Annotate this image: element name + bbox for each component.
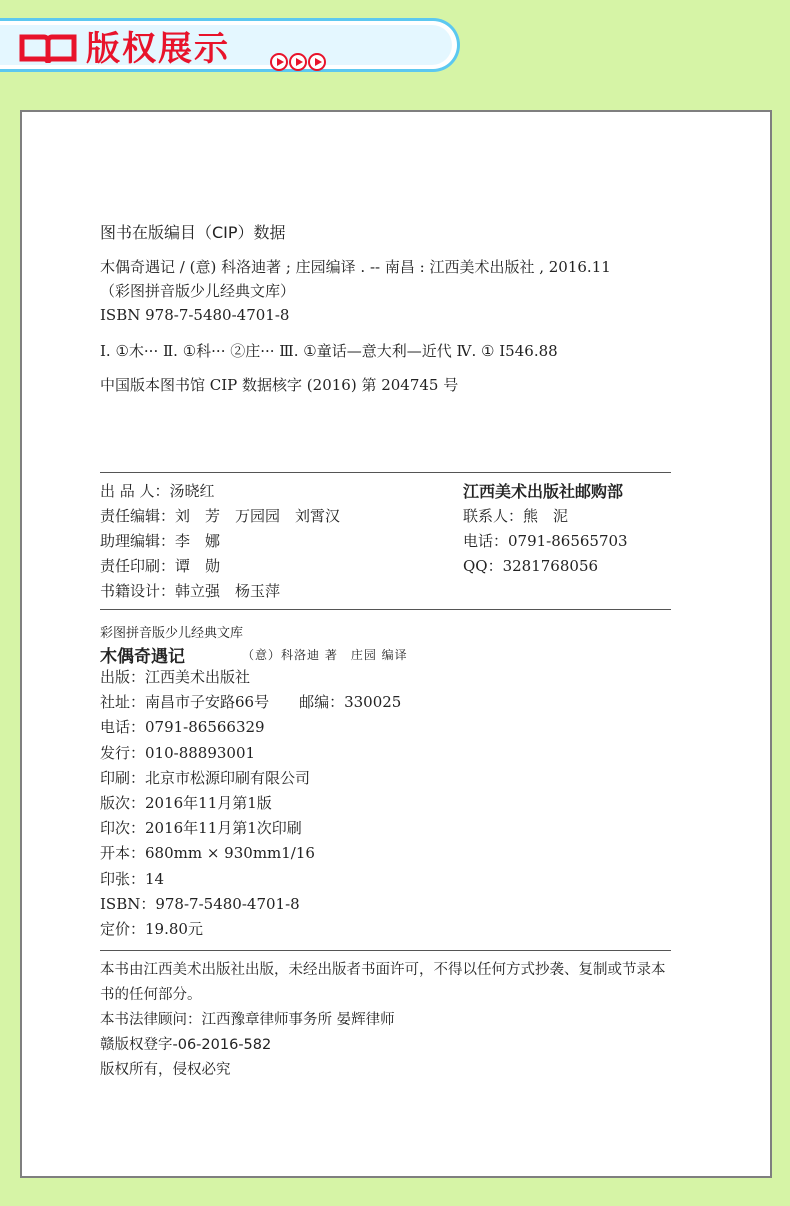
series-name: 彩图拼音版少儿经典文库 (100, 626, 244, 641)
copyright-notice (100, 958, 675, 1083)
banner-inner (0, 25, 452, 69)
info-row: 出版：江西美术出版社 (100, 668, 251, 686)
arrow-right-icon (289, 53, 307, 71)
credits-list (100, 479, 340, 604)
notice-line: 本书法律顾问：江西豫章律师事务所 晏辉律师 (100, 1012, 395, 1028)
open-book-icon (18, 31, 78, 65)
notice-line: 版权所有，侵权必究 (100, 1062, 231, 1078)
info-row: 发行：010-88893001 (100, 743, 256, 762)
info-row: ISBN：978-7-5480-4701-8 (100, 894, 300, 913)
divider (100, 950, 671, 951)
info-row: 版次：2016年11月第1版 (100, 793, 272, 812)
info-row: 印刷：北京市松源印刷有限公司 (100, 768, 311, 787)
arrow-group (270, 53, 326, 71)
mail-dept-row: QQ：3281768056 (463, 557, 599, 575)
credit-row: 助理编辑：李 娜 (100, 532, 221, 550)
copyright-page (20, 110, 772, 1178)
cip-line: ISBN 978-7-5480-4701-8 (100, 306, 290, 324)
info-row: 定价：19.80元 (100, 919, 203, 938)
credit-row: 责任编辑：刘 芳 万园园 刘霄汉 (100, 507, 341, 525)
credit-row: 出 品 人：汤晓红 (100, 482, 215, 500)
credit-row: 书籍设计：韩立强 杨玉萍 (100, 582, 281, 600)
divider (100, 472, 671, 473)
notice-line: 本书由江西美术出版社出版，未经出版者书面许可，不得以任何方式抄袭、复制或节录本书的任何部分。 (100, 962, 666, 1003)
cip-line: Ⅰ. ①木··· Ⅱ. ①科··· ②庄··· Ⅲ. ①童话—意大利—近代 Ⅳ. ① I546.88 (100, 342, 558, 360)
banner-title: 版权展示 (86, 29, 230, 69)
cip-line: 木偶奇遇记 / (意) 科洛迪著 ; 庄园编译 . -- 南昌 : 江西美术出版社 , 2016.11 (100, 258, 611, 276)
mail-dept-row: 联系人：熊 泥 (463, 507, 569, 525)
publication-info (100, 665, 401, 942)
info-row: 印次：2016年11月第1次印刷 (100, 819, 302, 838)
info-row: 印张：14 (100, 869, 165, 888)
section-banner (0, 18, 460, 72)
book-title: 木偶奇遇记 (100, 647, 185, 667)
mail-dept (463, 479, 628, 579)
notice-line: 赣版权登字-06-2016-582 (100, 1037, 272, 1053)
divider (100, 609, 671, 610)
info-row: 开本：680mm × 930mm1/16 (100, 844, 315, 863)
mail-dept-row: 电话：0791-86565703 (463, 532, 628, 550)
cip-line: 中国版本图书馆 CIP 数据核字 (2016) 第 204745 号 (100, 376, 459, 394)
cip-heading: 图书在版编目（CIP）数据 (100, 223, 286, 242)
credit-row: 责任印刷：谭 勋 (100, 557, 221, 575)
arrow-right-icon (308, 53, 326, 71)
cip-line: （彩图拼音版少儿经典文库） (100, 282, 296, 300)
book-author: （意）科洛迪 著 庄园 编译 (242, 648, 408, 662)
arrow-right-icon (270, 53, 288, 71)
info-row: 社址：南昌市子安路66号 邮编：330025 (100, 693, 402, 712)
mail-dept-title: 江西美术出版社邮购部 (463, 482, 624, 501)
info-row: 电话：0791-86566329 (100, 718, 265, 737)
